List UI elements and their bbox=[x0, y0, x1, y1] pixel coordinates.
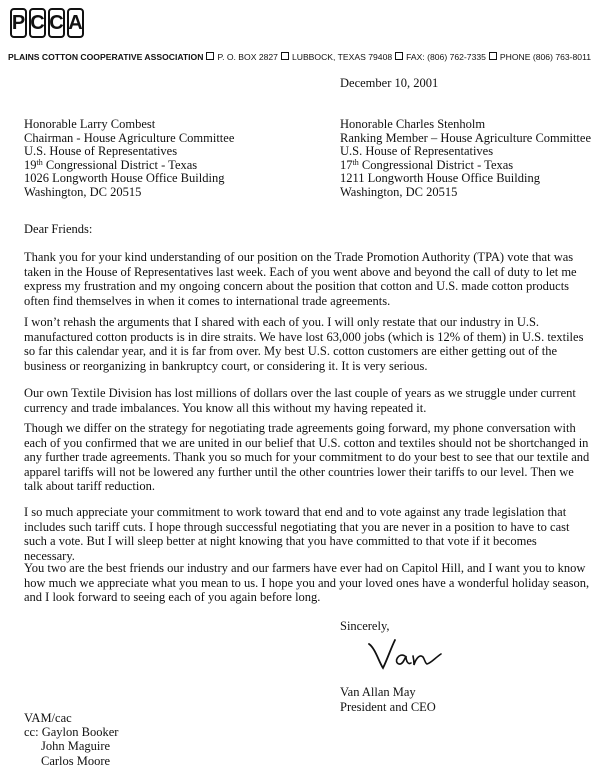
separator-box-icon bbox=[395, 52, 403, 60]
recipient-body: U.S. House of Representatives bbox=[340, 144, 494, 159]
body-paragraph: You two are the best friends our industry and our farmers have ever had on Capitol Hill, and I want you to know how much we appreciate what you mean to us. I hope you and your loved ones have a wonderful holiday season, and I look forward to seeing each of you again before long. bbox=[24, 561, 590, 605]
recipient-title: Chairman - House Agriculture Committee bbox=[24, 130, 235, 145]
body-paragraph: Thank you for your kind understanding of our position on the Trade Promotion Authority (TPA) vote that was taken in the House of Representatives last week. Each of you went above and beyond the call of duty to let me express my frustration and my ongoing concern about the position that cotton and U.S. made cotton products often find themselves in when it comes to international trade agreements. bbox=[24, 250, 577, 308]
logo-letter: C bbox=[29, 8, 46, 38]
typist-initials: VAM/cac bbox=[24, 711, 72, 725]
signer-title: President and CEO bbox=[340, 699, 436, 714]
recipient-district: 19th Congressional District - Texas bbox=[24, 157, 198, 172]
fax-number: FAX: (806) 762-7335 bbox=[406, 52, 486, 62]
recipient-street: 1026 Longworth House Office Building bbox=[24, 171, 225, 186]
logo-letter: C bbox=[48, 8, 65, 38]
cc-label: cc: bbox=[24, 725, 39, 740]
cc-recipient: John Maguire bbox=[41, 739, 111, 754]
separator-box-icon bbox=[206, 52, 214, 60]
separator-box-icon bbox=[281, 52, 289, 60]
recipient-title: Ranking Member – House Agriculture Committee bbox=[340, 130, 591, 145]
body-paragraph: Though we differ on the strategy for negotiating trade agreements going forward, my phone conversation with each of you confirmed that we are united in our belief that U.S. cotton and textiles should not be shortchanged in any further trade agreements. Thank you so much for your commitment to do your best to see that our textile and apparel tariffs will not be lowered any further until the other countries lower their tariffs to our level. Then we talk about tariff reduction. bbox=[24, 421, 590, 494]
body-paragraph: I won’t rehash the arguments that I shared with each of you. I will only restate that our industry in U.S. manufactured cotton products is in dire straits. We have lost 63,000 jobs (which is 12% of them) in U.S. textiles so far this calendar year, and it is far from over. My best U.S. cotton customers are either getting out of the business or reorganizing in bankruptcy court, or considering it. It is very serious. bbox=[24, 315, 584, 373]
logo-letter: A bbox=[67, 8, 84, 38]
phone-number: PHONE (806) 763-8011 bbox=[499, 52, 591, 62]
body-paragraph: Our own Textile Division has lost millions of dollars over the last couple of years as we struggle under current currency and trade imbalances. You know all this without my having repeated it. bbox=[24, 386, 576, 415]
separator-box-icon bbox=[489, 52, 497, 60]
recipient-street: 1211 Longworth House Office Building bbox=[340, 171, 540, 186]
signer-name: Van Allan May bbox=[340, 685, 416, 699]
organization-name: PLAINS COTTON COOPERATIVE ASSOCIATION bbox=[8, 52, 204, 62]
recipient-district: 17th Congressional District - Texas bbox=[340, 157, 514, 172]
body-paragraph: I so much appreciate your commitment to work toward that end and to vote against any trade legislation that includes such tariff cuts. I hope through successful negotiating that you are never in a position to have to cast such a vote. But I will sleep better at night knowing that you have committed to that vote if it becomes necessary. bbox=[24, 505, 570, 563]
recipient-name: Honorable Larry Combest bbox=[24, 117, 156, 131]
recipient-name: Honorable Charles Stenholm bbox=[340, 117, 486, 131]
cc-block bbox=[24, 711, 118, 768]
city-state: LUBBOCK, TEXAS 79408 bbox=[291, 52, 393, 62]
recipient-address-left bbox=[24, 118, 234, 200]
recipient-city: Washington, DC 20515 bbox=[340, 184, 458, 199]
recipient-body: U.S. House of Representatives bbox=[24, 144, 178, 159]
recipient-city: Washington, DC 20515 bbox=[24, 184, 142, 199]
po-box: P. O. BOX 2827 bbox=[217, 52, 278, 62]
cc-recipient: Carlos Moore bbox=[41, 753, 111, 768]
cc-recipient: Gaylon Booker bbox=[41, 725, 119, 740]
closing: Sincerely, bbox=[340, 619, 390, 633]
pcca-logo bbox=[10, 8, 84, 38]
signer-block bbox=[340, 685, 436, 714]
logo-letter: P bbox=[10, 8, 27, 38]
letterhead-address-line bbox=[8, 52, 598, 62]
salutation: Dear Friends: bbox=[24, 222, 93, 236]
handwritten-signature bbox=[365, 636, 445, 681]
letter-date: December 10, 2001 bbox=[340, 76, 439, 90]
recipient-address-right bbox=[340, 118, 591, 200]
